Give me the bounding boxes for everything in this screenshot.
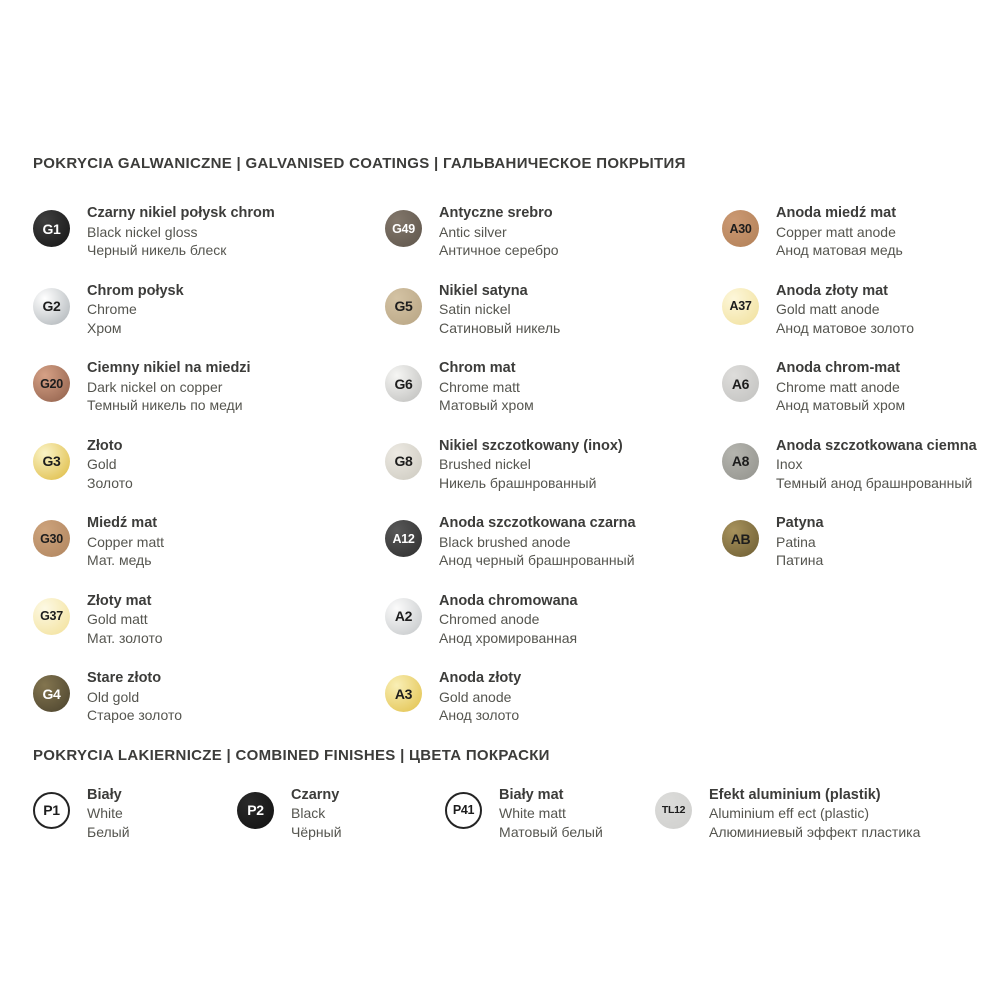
finish-code: AB — [730, 530, 751, 547]
finish-name-ru: Черный никель блеск — [87, 242, 227, 258]
lacquered-column-2 — [237, 786, 445, 842]
finish-name-pl: Anoda szczotkowana czarna — [439, 515, 636, 531]
finish-name-en: Chrome — [87, 301, 137, 317]
finish-name-en: Black brushed anode — [439, 533, 571, 550]
finish-code: G30 — [40, 531, 63, 546]
finish-name-en: Brushed nickel — [439, 456, 531, 472]
lacquered-grid — [33, 786, 982, 842]
finish-code: G2 — [42, 298, 61, 314]
finish-name-pl: Miedź mat — [87, 515, 158, 531]
finish-name-ru: Анод черный брашнрованный — [439, 552, 635, 568]
finish-name-pl: Efekt aluminium (plastik) — [709, 786, 881, 803]
finish-code-badge-g49 — [385, 210, 422, 247]
finish-item — [33, 592, 385, 648]
finish-code-badge-a2 — [385, 598, 422, 635]
finish-code: G20 — [40, 376, 63, 391]
finish-item — [385, 669, 722, 725]
galvanised-column-2 — [385, 204, 722, 747]
finish-item — [33, 359, 385, 415]
finish-code: A6 — [731, 375, 750, 392]
finish-item — [722, 359, 982, 415]
finish-item — [385, 514, 722, 570]
finish-item — [722, 514, 982, 570]
finish-item — [385, 592, 722, 648]
finish-item — [722, 282, 982, 338]
finish-item — [237, 786, 445, 842]
finish-item — [33, 669, 385, 725]
finish-code: A8 — [731, 453, 750, 469]
finish-name-pl: Anoda szczotkowana ciemna — [776, 437, 977, 454]
finish-item — [385, 282, 722, 338]
finish-code: P2 — [247, 802, 264, 818]
finish-item — [33, 282, 385, 338]
finish-name-ru: Анод хромированная — [439, 629, 578, 646]
finish-name-en: Dark nickel on copper — [87, 378, 223, 395]
finish-labels — [439, 282, 560, 338]
finish-name-pl: Biały mat — [499, 786, 564, 803]
lacquered-column-1 — [33, 786, 237, 842]
finish-name-en: Gold anode — [439, 688, 512, 705]
finish-name-pl: Stare złoto — [87, 670, 162, 686]
finish-item — [33, 514, 385, 570]
finish-name-ru: Золото — [87, 474, 133, 491]
finish-code-badge-a3 — [385, 675, 422, 712]
finish-code-badge-g30 — [33, 520, 70, 557]
finish-code: A2 — [394, 608, 413, 624]
section-header-galvanised: POKRYCIA GALWANICZNE | GALVANISED COATINGS | ГАЛЬВАНИЧЕСКОЕ ПОКРЫТИЯ — [33, 155, 686, 172]
finish-labels — [776, 282, 914, 338]
finish-name-pl: Patyna — [776, 515, 824, 531]
finish-labels — [439, 204, 559, 260]
finish-name-pl: Anoda chrom-mat — [776, 360, 901, 376]
finish-labels — [439, 592, 578, 648]
finish-name-en: Gold matt — [87, 611, 148, 627]
finish-name-en: Aluminium eff ect (plastic) — [709, 805, 870, 821]
finish-code: A12 — [392, 531, 415, 546]
finish-item — [445, 786, 655, 842]
finish-code-badge-a30 — [722, 210, 759, 247]
finish-item — [33, 437, 385, 493]
finish-name-en: Chrome matt anode — [776, 378, 900, 395]
finish-name-ru: Анод матовая медь — [776, 242, 903, 258]
finish-name-en: White matt — [499, 805, 566, 821]
finish-code: G1 — [42, 220, 61, 237]
finish-labels — [776, 514, 824, 570]
finish-name-ru: Алюминиевый эффект пластика — [709, 823, 921, 840]
finish-code-badge-g8 — [385, 443, 422, 480]
finish-name-ru: Белый — [87, 823, 130, 840]
finish-item — [385, 437, 722, 493]
finish-labels — [776, 204, 903, 260]
finish-name-pl: Anoda złoty — [439, 670, 522, 686]
finish-name-pl: Nikiel satyna — [439, 282, 528, 299]
finish-code: P1 — [43, 802, 60, 818]
finish-name-pl: Antyczne srebro — [439, 205, 553, 221]
finish-name-pl: Ciemny nikiel na miedzi — [87, 360, 251, 376]
finish-name-ru: Никель брашнрованный — [439, 474, 597, 491]
finish-name-en: White — [87, 805, 123, 821]
section-header-lacquered: POKRYCIA LAKIERNICZE | COMBINED FINISHES | ЦВЕТА ПОКРАСКИ — [33, 746, 550, 764]
finish-name-en: Old gold — [87, 688, 140, 705]
finish-name-ru: Анод матовое золото — [776, 319, 915, 336]
finish-code-badge-g20 — [33, 365, 70, 402]
galvanised-column-3 — [722, 204, 982, 592]
finish-name-ru: Патина — [776, 552, 824, 568]
finish-code-badge-a37 — [722, 288, 759, 325]
finish-code: G49 — [392, 221, 415, 236]
catalog-content — [33, 155, 982, 842]
finish-name-ru: Сатиновый никель — [439, 319, 561, 336]
finish-code: G8 — [394, 453, 413, 469]
finish-code: P41 — [452, 803, 475, 817]
finish-labels — [87, 669, 182, 725]
finish-labels — [87, 592, 163, 648]
finish-code: G5 — [394, 298, 413, 314]
finish-code-badge-a8 — [722, 443, 759, 480]
finish-code: A30 — [729, 221, 752, 236]
finish-code-badge-g1 — [33, 210, 70, 247]
finish-labels — [87, 359, 251, 415]
finish-name-pl: Chrom połysk — [87, 282, 184, 299]
finish-item — [655, 786, 982, 842]
finish-name-en: Antic silver — [439, 223, 507, 240]
finish-item — [385, 359, 722, 415]
finish-code: G6 — [394, 375, 413, 392]
finish-name-en: Chrome matt — [439, 378, 520, 395]
finish-labels — [499, 786, 603, 842]
lacquered-column-4 — [655, 786, 982, 842]
finish-labels — [87, 437, 133, 493]
finish-name-en: Satin nickel — [439, 301, 511, 317]
finish-code-badge-ab — [722, 520, 759, 557]
finish-code-badge-p2 — [237, 792, 274, 829]
finish-code: TL12 — [661, 804, 686, 816]
finish-labels — [776, 359, 905, 415]
finish-labels — [776, 437, 977, 493]
finish-name-ru: Мат. медь — [87, 552, 152, 568]
finish-name-ru: Темный никель по меди — [87, 397, 243, 413]
finish-name-ru: Хром — [87, 319, 122, 336]
finish-code: G37 — [40, 609, 63, 623]
finish-code-badge-a12 — [385, 520, 422, 557]
finish-code-badge-g3 — [33, 443, 70, 480]
finish-name-en: Black — [291, 805, 326, 821]
finish-name-en: Gold matt anode — [776, 301, 880, 317]
lacquered-column-3 — [445, 786, 655, 842]
finish-code-badge-a6 — [722, 365, 759, 402]
finish-name-pl: Złoty mat — [87, 592, 152, 609]
galvanised-column-1 — [33, 204, 385, 747]
finish-item — [722, 204, 982, 260]
finish-name-en: Inox — [776, 456, 803, 472]
finish-item — [722, 437, 982, 493]
finish-name-en: Patina — [776, 533, 816, 550]
finish-name-pl: Biały — [87, 786, 122, 803]
finish-name-ru: Темный анод брашнрованный — [776, 474, 973, 491]
finish-name-pl: Anoda złoty mat — [776, 282, 888, 299]
finish-name-en: Copper matt — [87, 533, 165, 550]
finish-labels — [291, 786, 342, 842]
finish-labels — [87, 204, 275, 260]
finish-name-pl: Złoto — [87, 437, 123, 454]
finish-name-en: Gold — [87, 456, 117, 472]
finish-code-badge-p41 — [445, 792, 482, 829]
finish-name-en: Black nickel gloss — [87, 223, 198, 240]
finish-code: A37 — [729, 299, 752, 313]
finish-name-pl: Czarny nikiel połysk chrom — [87, 205, 275, 221]
finish-name-ru: Чёрный — [291, 823, 342, 840]
finish-code-badge-g4 — [33, 675, 70, 712]
finish-labels — [439, 514, 636, 570]
finish-name-ru: Матовый хром — [439, 397, 534, 413]
finish-name-ru: Старое золото — [87, 707, 182, 723]
finish-labels — [87, 282, 184, 338]
finish-name-pl: Nikiel szczotkowany (inox) — [439, 437, 623, 454]
finish-item — [33, 204, 385, 260]
finish-code-badge-tl12 — [655, 792, 692, 829]
finish-name-ru: Матовый белый — [499, 823, 603, 840]
finish-name-en: Copper matt anode — [776, 223, 896, 240]
finish-name-ru: Анод золото — [439, 707, 520, 723]
finish-name-en: Chromed anode — [439, 611, 540, 627]
finish-item — [385, 204, 722, 260]
finish-code-badge-g5 — [385, 288, 422, 325]
finish-labels — [439, 669, 521, 725]
finish-code: G3 — [42, 453, 61, 469]
finish-code-badge-g2 — [33, 288, 70, 325]
finish-name-ru: Анод матовый хром — [776, 397, 906, 413]
finish-item — [33, 786, 237, 842]
galvanised-grid — [33, 204, 982, 747]
finish-code-badge-p1 — [33, 792, 70, 829]
finish-labels — [87, 786, 130, 842]
finish-name-pl: Chrom mat — [439, 360, 516, 376]
finish-labels — [439, 437, 623, 493]
finish-code: A3 — [394, 685, 413, 702]
finish-name-pl: Czarny — [291, 786, 340, 803]
finish-name-ru: Античное серебро — [439, 242, 559, 258]
finish-labels — [439, 359, 534, 415]
finish-labels — [709, 786, 920, 842]
finish-name-pl: Anoda chromowana — [439, 592, 578, 609]
finish-name-ru: Мат. золото — [87, 629, 163, 646]
finish-labels — [87, 514, 164, 570]
finish-code-badge-g6 — [385, 365, 422, 402]
finish-name-pl: Anoda miedź mat — [776, 205, 897, 221]
finish-code: G4 — [42, 685, 61, 702]
finish-code-badge-g37 — [33, 598, 70, 635]
